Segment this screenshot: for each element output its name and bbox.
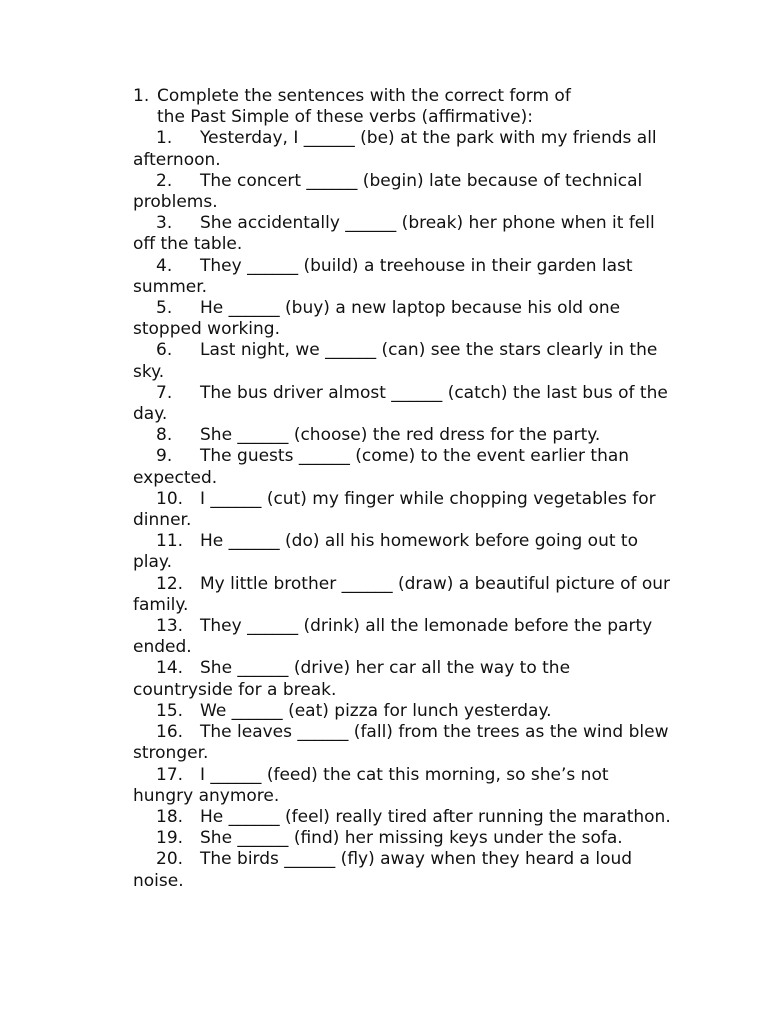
exercise-item-number: 11.	[156, 531, 184, 552]
exercise-item-text: The birds ______ (fly) away when they heard a loud noise.	[133, 849, 633, 891]
exercise-item	[133, 807, 673, 828]
exercise-item	[133, 574, 673, 616]
exercise-item-number: 12.	[156, 573, 184, 594]
exercise-item-text: She ______ (drive) her car all the way to the countryside for a break.	[133, 658, 571, 700]
exercise-item-text: She ______ (find) her missing keys under the sofa.	[200, 828, 623, 849]
exercise-item	[133, 446, 673, 488]
exercise-item-number: 9.	[156, 446, 173, 467]
exercise-item-text: The leaves ______ (fall) from the trees as the wind blew stronger.	[133, 722, 669, 764]
instruction-line-2: the Past Simple of these verbs (affirmative):	[157, 107, 533, 128]
exercise-item-number: 14.	[156, 658, 184, 679]
exercise-item	[133, 213, 673, 255]
exercise-item-text: She ______ (choose) the red dress for the party.	[200, 425, 601, 446]
instruction-line-1: Complete the sentences with the correct form of	[157, 86, 571, 106]
exercise-item-number: 6.	[156, 340, 173, 361]
exercise-item-text: I ______ (cut) my finger while chopping vegetables for dinner.	[133, 488, 656, 531]
exercise-item-number: 8.	[156, 425, 173, 446]
exercise-item-number: 15.	[156, 700, 184, 721]
exercise-item	[133, 701, 673, 722]
exercise-item	[133, 489, 673, 531]
exercise-item	[133, 256, 673, 298]
exercise-item-text: They ______ (drink) all the lemonade before the party ended.	[133, 616, 653, 658]
exercise-item-text: The concert ______ (begin) late because of technical problems.	[133, 170, 643, 213]
exercise-item	[133, 828, 673, 849]
exercise-item	[133, 425, 673, 446]
exercise-item	[133, 658, 673, 700]
exercise-item-number: 19.	[156, 828, 184, 849]
exercise-item	[133, 765, 673, 807]
exercise-item	[133, 531, 673, 573]
exercise-item	[133, 298, 673, 340]
exercise-content	[133, 86, 673, 892]
exercise-item-text: The guests ______ (come) to the event earlier than expected.	[133, 446, 630, 488]
exercise-item-text: We ______ (eat) pizza for lunch yesterday.	[200, 700, 552, 721]
exercise-item-number: 20.	[156, 849, 184, 870]
exercise-item-text: She accidentally ______ (break) her phone when it fell off the table.	[133, 213, 655, 255]
exercise-item-number: 10.	[156, 488, 184, 509]
exercise-item-number: 13.	[156, 616, 184, 637]
exercise-item	[133, 340, 673, 382]
exercise-item-text: They ______ (build) a treehouse in their garden last summer.	[133, 255, 633, 297]
exercise-items-list	[133, 128, 673, 891]
exercise-item-text: He ______ (do) all his homework before going out to play.	[133, 531, 638, 573]
exercise-item-number: 2.	[156, 170, 173, 191]
exercise-item-text: The bus driver almost ______ (catch) the last bus of the day.	[133, 382, 668, 425]
exercise-item-text: Yesterday, I ______ (be) at the park with my friends all afternoon.	[133, 128, 657, 170]
exercise-item-text: Last night, we ______ (can) see the stars clearly in the sky.	[133, 340, 658, 382]
exercise-item	[133, 849, 673, 891]
exercise-item	[133, 128, 673, 170]
exercise-number: 1.	[133, 86, 150, 106]
exercise-item-number: 1.	[156, 128, 173, 149]
exercise-item-number: 16.	[156, 722, 184, 743]
exercise-item-text: My little brother ______ (draw) a beautiful picture of our family.	[133, 573, 671, 615]
exercise-heading	[133, 86, 673, 128]
exercise-item-number: 7.	[156, 382, 173, 403]
exercise-item-number: 18.	[156, 806, 184, 827]
exercise-item	[133, 722, 673, 764]
exercise-item-text: I ______ (feed) the cat this morning, so she’s not hungry anymore.	[133, 764, 609, 806]
exercise-item-text: He ______ (feel) really tired after running the marathon.	[200, 806, 671, 827]
exercise-item-text: He ______ (buy) a new laptop because his old one stopped working.	[133, 298, 621, 340]
exercise-item	[133, 383, 673, 425]
exercise-item-number: 4.	[156, 255, 173, 276]
exercise-item-number: 17.	[156, 764, 184, 785]
exercise-item-number: 5.	[156, 298, 173, 319]
exercise-item	[133, 171, 673, 213]
exercise-item	[133, 616, 673, 658]
exercise-item-number: 3.	[156, 213, 173, 234]
